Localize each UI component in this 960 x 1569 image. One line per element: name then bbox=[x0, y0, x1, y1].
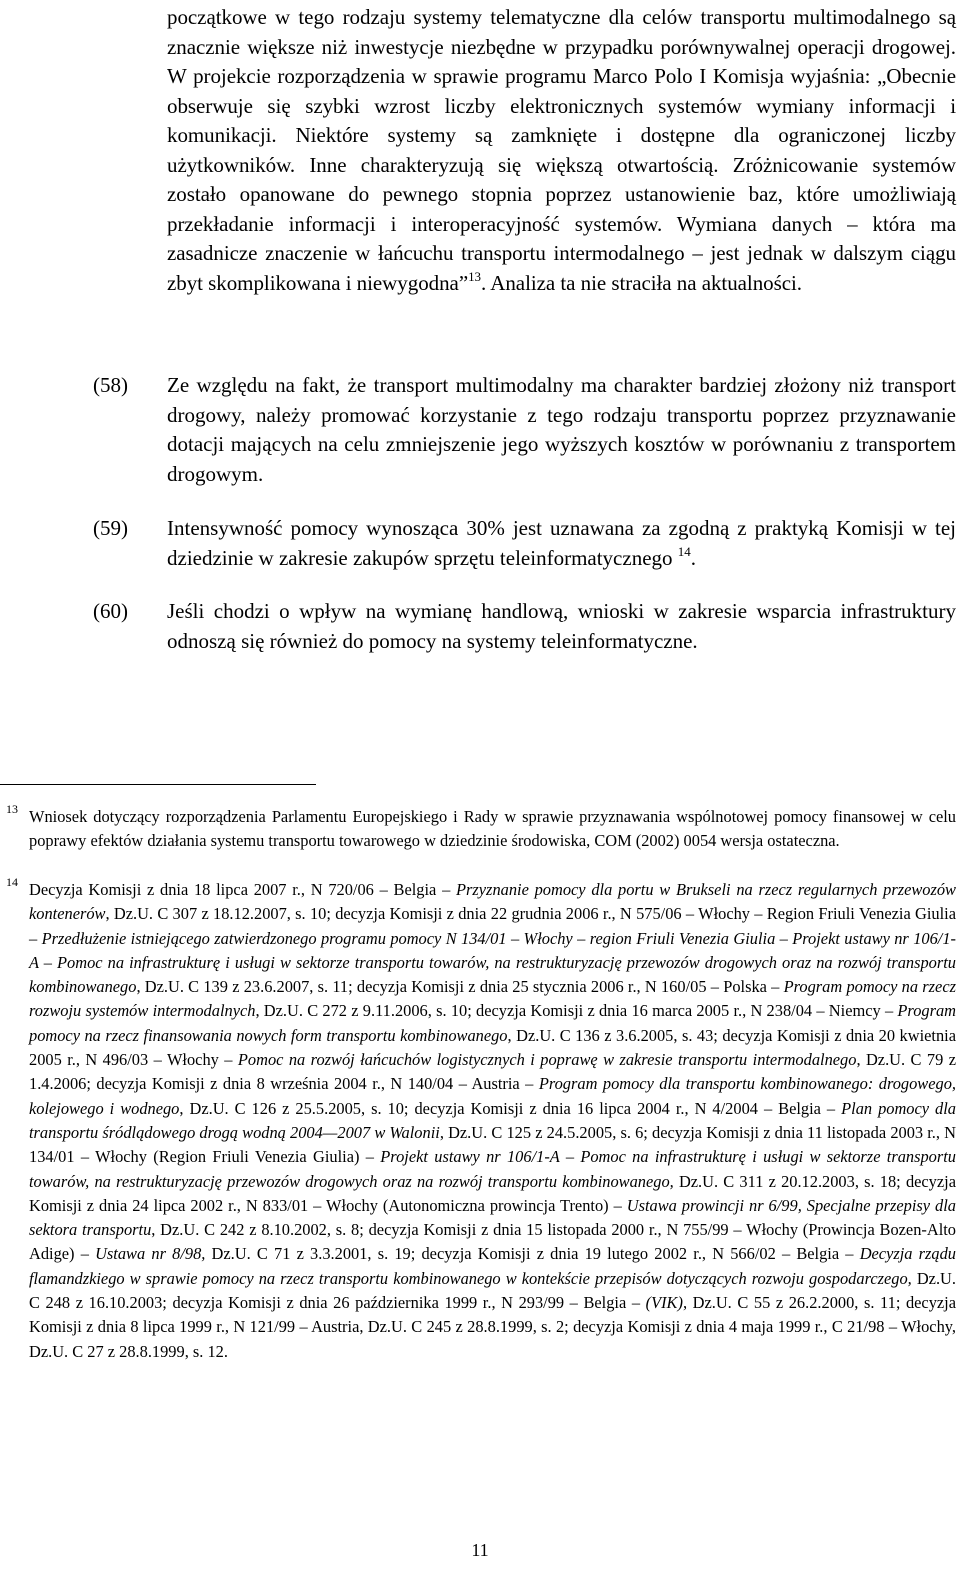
footnote-italic-segment: Ustawa nr 8/98, bbox=[95, 1244, 206, 1264]
footnote-ref-14[interactable]: 14 bbox=[677, 543, 691, 559]
paragraph-text-block bbox=[167, 514, 956, 573]
footnote-segment: , Dz.U. C 79 z 1.4.2006; decyzja Komisji z dnia 8 września 2004 r., N 140/04 – Austria – bbox=[29, 1050, 957, 1094]
footnote-segment: Dz.U. C 248 z 16.10.2003; decyzja Komisji z dnia 26 października 1999 r., N 293/99 – Belgia – bbox=[29, 1268, 956, 1313]
paragraph-number: (58) bbox=[93, 373, 128, 397]
footnote-segment: , Dz.U. C 125 z 24.5.2005, s. 6; decyzja Komisji z dnia 11 listopada 2003 r., N 134/01 – Włochy (Region Friuli Venezia Giulia) – bbox=[29, 1122, 957, 1167]
footnote-13: Wniosek dotyczący rozporządzenia Parlamentu Europejskiego i Rady w sprawie przyznawania wspólnotowej pomocy finansowej w celu poprawy efektów działania systemu transportu towarowego w dziedzinie środowiska, COM (2002) 0054 wersja ostateczna. bbox=[29, 807, 956, 851]
footnote-14 bbox=[29, 878, 956, 1364]
page-number: 11 bbox=[471, 1540, 489, 1560]
footnote-segment: , Dz.U. C 272 z 9.11.2006, s. 10; decyzja Komisji z dnia 16 marca 2005 r., N 238/04 – Niemcy – bbox=[255, 1001, 898, 1021]
paragraph-text: Ze względu na fakt, że transport multimodalny ma charakter bardziej złożony niż transport drogowy, należy promować korzystanie z tego rodzaju transportu poprzez przyznawanie dotacji mających na celu zmniejszenie jego wyższych kosztów w porównaniu z transportem drogowym. bbox=[167, 373, 956, 486]
footnote-italic-segment: Pomoc na rozwój łańcuchów logistycznych i poprawę w zakresie transportu intermodalnego bbox=[237, 1050, 857, 1070]
footnote-segment: Decyzja Komisji z dnia 18 lipca 2007 r., N 720/06 – Belgia – bbox=[29, 880, 457, 899]
footnote-italic-segment: Program pomocy na rzecz finansowania nowych form transportu kombinowanego bbox=[29, 1001, 956, 1045]
footnote-segment: , Dz.U. C 307 z 18.12.2007, s. 10; decyzja Komisji z dnia 22 grudnia 2006 r., N 575/06 – Włochy – Region Friuli Venezia Giulia – bbox=[29, 904, 956, 948]
footnote-segment: Dz.U. C 71 z 3.3.2001, s. 19; decyzja Komisji z dnia 19 lutego 2002 r., N 566/02 – Belgia – bbox=[205, 1244, 860, 1264]
footnote-mark-14: 14 bbox=[6, 875, 18, 889]
footnote-italic-segment: Decyzja rządu flamandzkiego w sprawie pomocy na rzecz transportu kombinowanego w kontekście przepisów dotyczących rozwoju gospodarczego, bbox=[29, 1244, 957, 1288]
paragraph-number: (60) bbox=[93, 599, 128, 623]
intro-text: początkowe w tego rodzaju systemy telematyczne dla celów transportu multimodalnego są znacznie większe niż inwestycje niezbędne w przypadku porównywalnej operacji drogowej. W projekcie rozporządzenia w sprawie programu Marco Polo I Komisja wyjaśnia: „Obecnie obserwuje się szybki wzrost liczby elektronicznych systemów wymiany informacji i komunikacji. Niektóre systemy są zamknięte i dostępne dla ograniczonej liczby użytkowników. Inne charakteryzują się większą otwartością. Zróżnicowanie systemów zostało opanowane do pewnego stopnia poprzez ustanowienie baz, które umożliwiają przekładanie informacji i interoperacyjność systemów. Wymiana danych – która ma zasadnicze znaczenie w łańcuchu transportu intermodalnego – jest jednak w dalszym ciągu zbyt skomplikowana i niewygodna” bbox=[167, 5, 956, 295]
footnote-segment: , Dz.U. C 242 z 8.10.2002, s. 8; decyzja Komisji z dnia 15 listopada 2000 r., N 755/99 – Włochy (Prowincja Bozen-Alto Adige) – bbox=[29, 1220, 956, 1264]
footnote-italic-segment: Plan pomocy dla transportu śródlądowego drogą wodną 2004—2007 w Walonii bbox=[29, 1098, 956, 1142]
footnote-segment: Dz.U. C 311 z 20.12.2003, s. 18; decyzja Komisji z dnia 24 lipca 2002 r., N 833/01 – Włochy (Autonomiczna prowincja Trento) – bbox=[29, 1171, 956, 1215]
footnote-italic-segment: Projekt ustawy nr 106/1-A – Pomoc na infrastrukturę i usługi w sektorze transportu towarów, na restrukturyzację przewozów drogowych oraz na rozwój transportu kombinowanego, bbox=[29, 1147, 957, 1191]
footnote-italic-segment: Program pomocy na rzecz rozwoju systemów intermodalnych bbox=[29, 977, 956, 1021]
footnote-ref-13[interactable]: 13 bbox=[468, 268, 481, 284]
paragraph-number: (59) bbox=[93, 516, 128, 540]
footnote-italic-segment: Ustawa prowincji nr 6/99, Specjalne przepisy dla sektora transportu bbox=[29, 1195, 956, 1240]
intro-text-block bbox=[167, 3, 956, 298]
footnote-italic-segment: Przyznanie pomocy dla portu w Brukseli na rzecz regularnych przewozów kontenerów bbox=[29, 880, 956, 924]
footnote-mark-13: 13 bbox=[6, 802, 18, 816]
footnote-segment: , Dz.U. C 136 z 3.6.2005, s. 43; decyzja Komisji z dnia 20 kwietnia 2005 r., N 496/03 – Włochy – bbox=[29, 1025, 956, 1070]
intro-tail: . Analiza ta nie straciła na aktualności. bbox=[481, 270, 802, 295]
footnote-italic-segment: (VIK) bbox=[645, 1293, 683, 1313]
footnote-segment: , Dz.U. C 139 z 23.6.2007, s. 11; decyzja Komisji z dnia 25 stycznia 2006 r., N 160/05 – Polska – bbox=[136, 977, 784, 997]
paragraph-text: Intensywność pomocy wynosząca 30% jest uznawana za zgodną z praktyką Komisji w tej dziedzinie w zakresie zakupów sprzętu teleinformatycznego bbox=[167, 516, 956, 570]
paragraph-tail: . bbox=[690, 545, 697, 570]
footnote-italic-segment: Program pomocy dla transportu kombinowanego: drogowego, kolejowego i wodnego bbox=[29, 1074, 956, 1118]
footnote-segment: , Dz.U. C 126 z 25.5.2005, s. 10; decyzja Komisji z dnia 16 lipca 2004 r., N 4/2004 – Belgia – bbox=[179, 1098, 842, 1118]
footnote-italic-segment: Przedłużenie istniejącego zatwierdzonego programu pomocy N 134/01 – Włochy – region Friuli Venezia Giulia – Projekt ustawy nr 106/1-A – Pomoc na infrastrukturę i usługi w sektorze transportu towarów, na restrukturyzację przewozów drogowych oraz na rozwój transportu kombinowanego bbox=[29, 928, 957, 997]
footnote-separator bbox=[0, 784, 316, 785]
paragraph-text: Jeśli chodzi o wpływ na wymianę handlową, wnioski w zakresie wsparcia infrastruktury odnoszą się również do pomocy na systemy teleinformatyczne. bbox=[167, 599, 956, 653]
footnote-segment: , Dz.U. C 55 z 26.2.2000, s. 11; decyzja Komisji z dnia 8 lipca 1999 r., N 121/99 – Austria, Dz.U. C 245 z 28.8.1999, s. 2; decyzja Komisji z dnia 4 maja 1999 r., C 21/98 – Włochy, Dz.U. C 27 z 28.8.1999, s. 12. bbox=[29, 1293, 957, 1361]
